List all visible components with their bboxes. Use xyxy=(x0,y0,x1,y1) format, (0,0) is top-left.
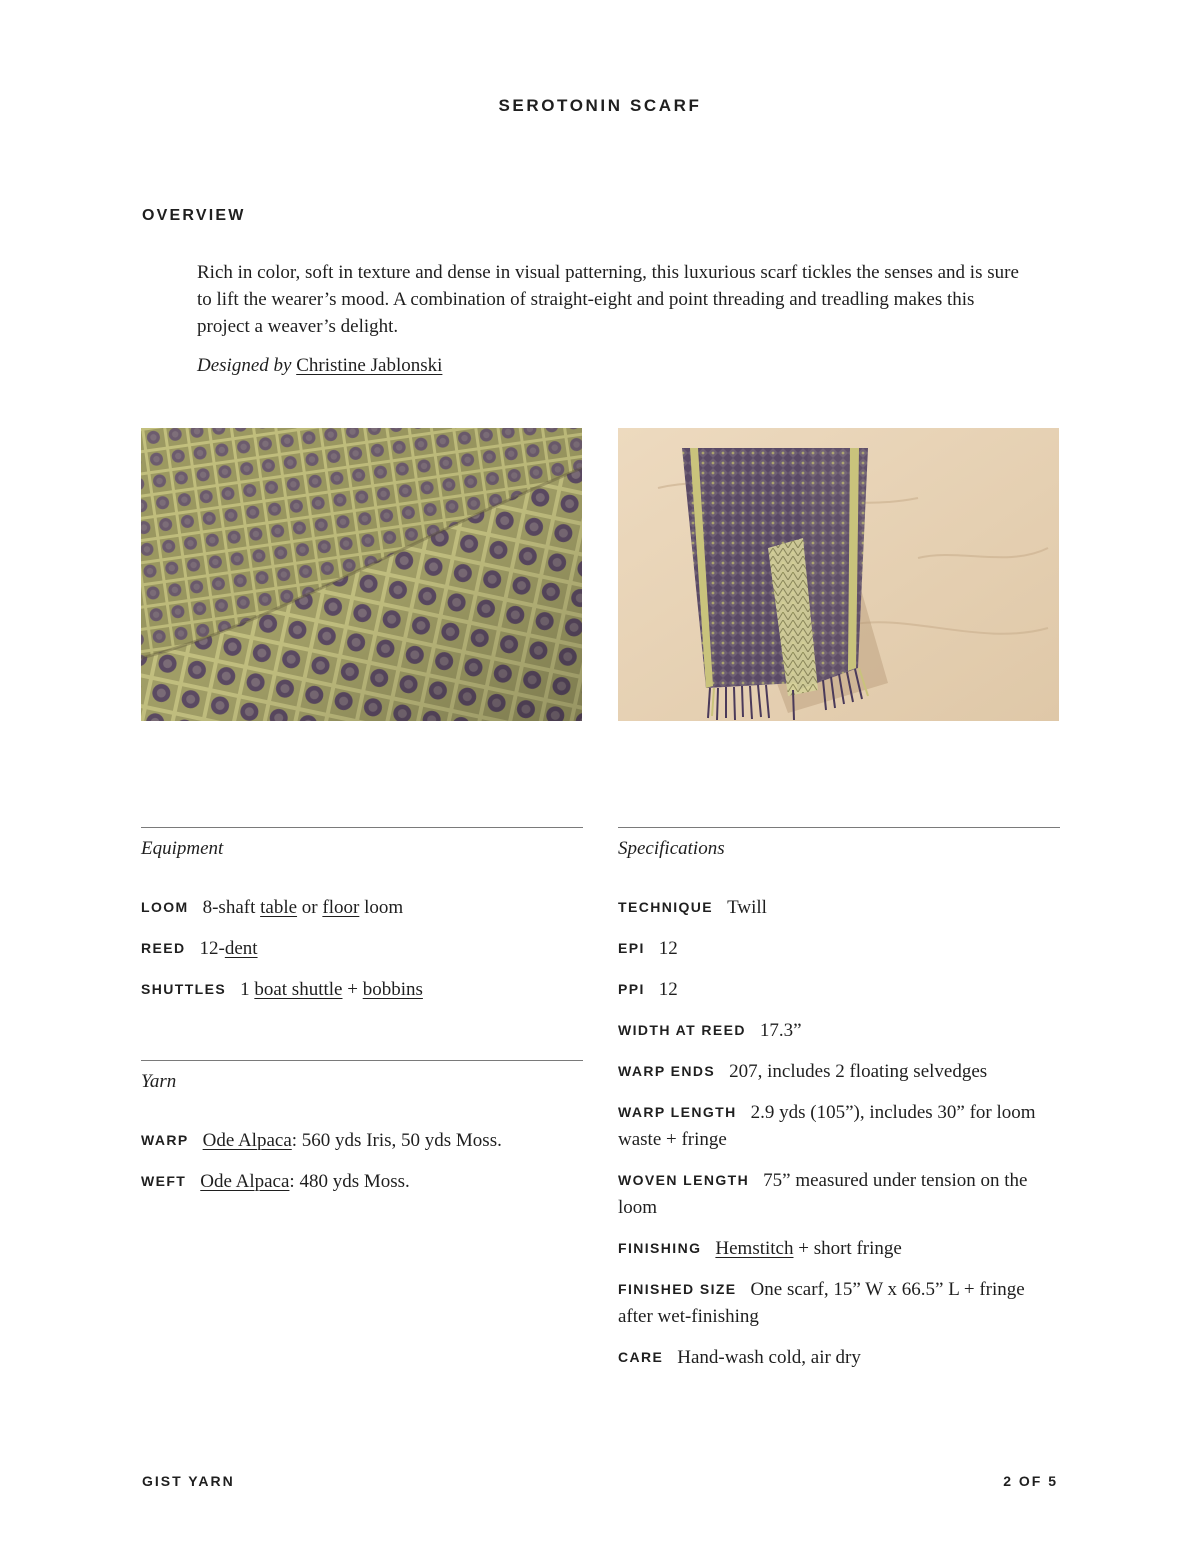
warp-length-value: 2.9 yds (105”), includes 30” for loom waste + fringe xyxy=(618,1102,1036,1150)
shuttles-text-pre: 1 xyxy=(240,979,255,1000)
overview-text: Rich in color, soft in texture and dense in visual patterning, this luxurious scarf tickles the senses and is sure to lift the wearer’s mood. A combination of straight-eight and point threading and treadling makes this project a weaver’s delight. xyxy=(197,262,1019,337)
loom-key: LOOM xyxy=(141,899,189,915)
yarn-section xyxy=(141,1060,583,1195)
shuttles-key: SHUTTLES xyxy=(141,981,227,997)
weft-yarn-text: : 480 yds Moss. xyxy=(289,1171,410,1192)
equipment-section xyxy=(141,827,583,1003)
care-value: Hand-wash cold, air dry xyxy=(677,1347,861,1368)
shuttles-text-mid: + xyxy=(342,979,363,1000)
ppi-value: 12 xyxy=(658,979,678,1000)
ppi-key: PPI xyxy=(618,981,645,997)
epi-key: EPI xyxy=(618,940,645,956)
warp-ends-key: WARP ENDS xyxy=(618,1063,716,1079)
dent-link[interactable]: dent xyxy=(224,938,258,959)
spec-finished-size-row xyxy=(618,1276,1060,1330)
specifications-section xyxy=(618,827,1060,1371)
woven-length-key: WOVEN LENGTH xyxy=(618,1172,750,1188)
technique-value: Twill xyxy=(727,897,767,918)
warp-length-key: WARP LENGTH xyxy=(618,1104,737,1120)
scarf-flatlay-photo xyxy=(618,428,1059,721)
spec-epi-row xyxy=(618,935,1060,962)
equipment-loom-row xyxy=(141,894,583,921)
spec-care-row xyxy=(618,1344,1060,1371)
equipment-heading: Equipment xyxy=(141,838,224,859)
warp-key: WARP xyxy=(141,1132,189,1148)
width-at-reed-value: 17.3” xyxy=(759,1020,802,1041)
bobbins-link[interactable]: bobbins xyxy=(362,979,423,1000)
hemstitch-link[interactable]: Hemstitch xyxy=(715,1238,794,1259)
finishing-key: FINISHING xyxy=(618,1240,702,1256)
finishing-value: + short fringe xyxy=(793,1238,902,1259)
spec-width-row xyxy=(618,1017,1060,1044)
woven-length-value: 75” measured under tension on the loom xyxy=(618,1170,1028,1218)
yarn-weft-row xyxy=(141,1168,583,1195)
loom-text-mid: or xyxy=(297,897,323,918)
yarn-heading: Yarn xyxy=(141,1071,177,1092)
floor-loom-link[interactable]: floor xyxy=(322,897,360,918)
spec-ppi-row xyxy=(618,976,1060,1003)
document-title: SEROTONIN SCARF xyxy=(498,96,702,115)
weft-yarn-link[interactable]: Ode Alpaca xyxy=(200,1171,290,1192)
care-key: CARE xyxy=(618,1349,664,1365)
scarf-flatlay-image xyxy=(618,428,1059,721)
specifications-heading: Specifications xyxy=(618,838,725,859)
finished-size-key: FINISHED SIZE xyxy=(618,1281,737,1297)
designer-credit xyxy=(197,355,442,377)
equipment-reed-row xyxy=(141,935,583,962)
spec-warp-ends-row xyxy=(618,1058,1060,1085)
loom-text-post: loom xyxy=(359,897,404,918)
spec-woven-length-row xyxy=(618,1167,1060,1221)
fabric-closeup-image xyxy=(141,428,582,721)
fabric-closeup-photo xyxy=(141,428,582,721)
warp-ends-value: 207, includes 2 floating selvedges xyxy=(729,1061,988,1082)
width-at-reed-key: WIDTH AT REED xyxy=(618,1022,746,1038)
weft-key: WEFT xyxy=(141,1173,187,1189)
warp-yarn-link[interactable]: Ode Alpaca xyxy=(202,1130,292,1151)
equipment-shuttles-row xyxy=(141,976,583,1003)
technique-key: TECHNIQUE xyxy=(618,899,714,915)
reed-text-pre: 12- xyxy=(199,938,225,959)
footer-brand: GIST YARN xyxy=(142,1473,235,1489)
table-loom-link[interactable]: table xyxy=(260,897,298,918)
spec-finishing-row xyxy=(618,1235,1060,1262)
boat-shuttle-link[interactable]: boat shuttle xyxy=(254,979,343,1000)
yarn-divider xyxy=(141,1060,583,1061)
loom-text-pre: 8-shaft xyxy=(202,897,261,918)
spec-technique-row xyxy=(618,894,1060,921)
spec-warp-length-row xyxy=(618,1099,1060,1153)
equipment-divider xyxy=(141,827,583,828)
designer-link[interactable]: Christine Jablonski xyxy=(296,355,443,376)
designed-by-prefix: Designed by xyxy=(197,355,292,376)
specifications-divider xyxy=(618,827,1060,828)
yarn-warp-row xyxy=(141,1127,583,1154)
finished-size-value: One scarf, 15” W x 66.5” L + fringe after wet-finishing xyxy=(618,1279,1025,1327)
reed-key: REED xyxy=(141,940,186,956)
epi-value: 12 xyxy=(658,938,678,959)
footer-page-number: 2 OF 5 xyxy=(1003,1473,1058,1489)
overview-label: OVERVIEW xyxy=(142,207,246,224)
warp-yarn-text: : 560 yds Iris, 50 yds Moss. xyxy=(291,1130,502,1151)
